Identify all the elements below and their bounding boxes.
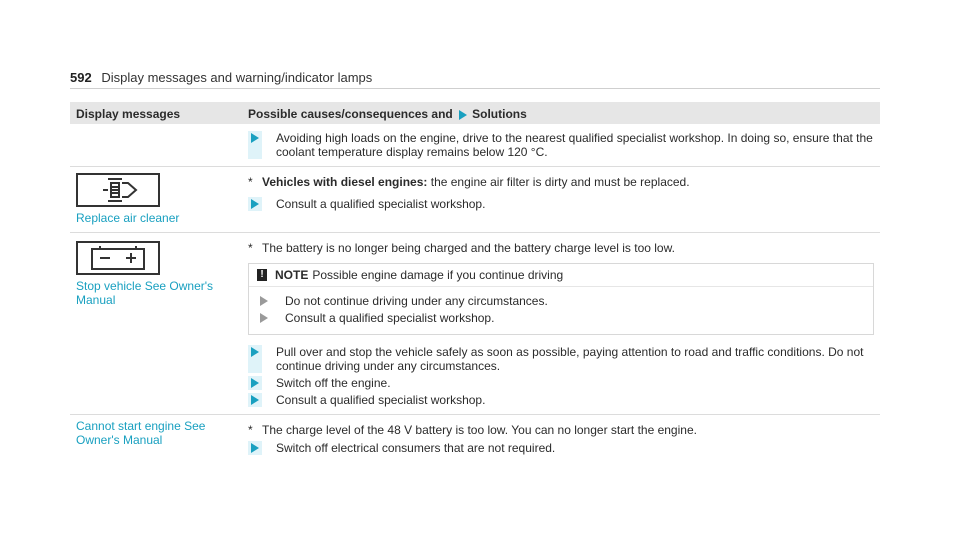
cause-item [248, 423, 874, 437]
table-header-row [70, 102, 880, 124]
col-header-display-messages: Display messages [70, 102, 232, 124]
display-message-text: Cannot start engine See Owner's Manual [76, 419, 206, 447]
solution-step [248, 131, 874, 159]
note-text: Possible engine damage if you continue driving [312, 268, 564, 282]
cause-item [248, 175, 874, 189]
solution-arrow-icon [260, 296, 268, 306]
warning-icon: ! [257, 269, 267, 281]
causes-cell [232, 167, 880, 233]
cause-text: The battery is no longer being charged and the battery charge level is too low. [262, 241, 675, 255]
note-solution-text: Do not continue driving under any circumstances. [285, 294, 548, 308]
air-filter-icon [76, 173, 160, 207]
cause-text: The charge level of the 48 V battery is too low. You can no longer start the engine. [262, 423, 697, 437]
solution-text: Pull over and stop the vehicle safely as soon as possible, paying attention to road and traffic conditions. Do not continue driving under any circumstances. [276, 345, 864, 373]
note-heading [249, 264, 873, 287]
causes-cell [232, 124, 880, 167]
message-cell [70, 233, 232, 415]
solution-text: Avoiding high loads on the engine, drive to the nearest qualified specialist workshop. In doing so, ensure that the coolant temperature display remains below 120 °C. [276, 131, 873, 159]
solution-step [248, 197, 874, 211]
causes-cell [232, 415, 880, 463]
solution-step [248, 376, 874, 390]
col-header-solutions-text: Solutions [472, 107, 527, 121]
solution-arrow-icon [260, 313, 268, 323]
note-box [248, 263, 874, 335]
message-cell [70, 167, 232, 233]
message-cell [70, 415, 232, 463]
solution-arrow-icon [251, 378, 259, 388]
note-solution-step [257, 294, 865, 308]
causes-cell [232, 233, 880, 415]
display-message-text: Stop vehicle See Owner's Manual [76, 279, 214, 307]
cause-condition: Vehicles with diesel engines: [262, 175, 428, 189]
page-number: 592 [70, 70, 92, 85]
display-messages-table [70, 102, 880, 462]
solution-text: Consult a qualified specialist workshop. [276, 197, 486, 211]
cause-item [248, 241, 874, 255]
solution-arrow-icon [251, 199, 259, 209]
solution-step [248, 441, 874, 455]
note-label: NOTE [275, 268, 309, 282]
table-row [70, 415, 880, 463]
note-solution-step [257, 311, 865, 325]
table-row [70, 167, 880, 233]
solution-arrow-icon [459, 110, 467, 120]
solution-arrow-icon [251, 347, 259, 357]
solution-text: Switch off the engine. [276, 376, 391, 390]
display-message-text: Replace air cleaner [76, 211, 180, 225]
solution-text: Switch off electrical consumers that are not required. [276, 441, 556, 455]
header-divider [70, 88, 880, 89]
cause-marker: * [248, 241, 253, 255]
solution-arrow-icon [251, 395, 259, 405]
battery-icon [76, 241, 160, 275]
solution-step [248, 345, 874, 373]
solution-text: Consult a qualified specialist workshop. [276, 393, 486, 407]
solution-arrow-icon [251, 133, 259, 143]
solution-arrow-icon [251, 443, 259, 453]
page-header [70, 70, 372, 85]
page-title: Display messages and warning/indicator lamps [101, 70, 373, 85]
message-cell [70, 124, 232, 167]
table-row [70, 233, 880, 415]
cause-marker: * [248, 175, 253, 189]
note-solution-text: Consult a qualified specialist workshop. [285, 311, 495, 325]
table-row [70, 124, 880, 167]
cause-marker: * [248, 423, 253, 437]
note-body [249, 287, 873, 334]
col-header-causes-solutions [232, 102, 880, 124]
cause-text: the engine air filter is dirty and must be replaced. [427, 175, 690, 189]
col-header-causes-text: Possible causes/consequences and [248, 107, 453, 121]
solution-step [248, 393, 874, 407]
